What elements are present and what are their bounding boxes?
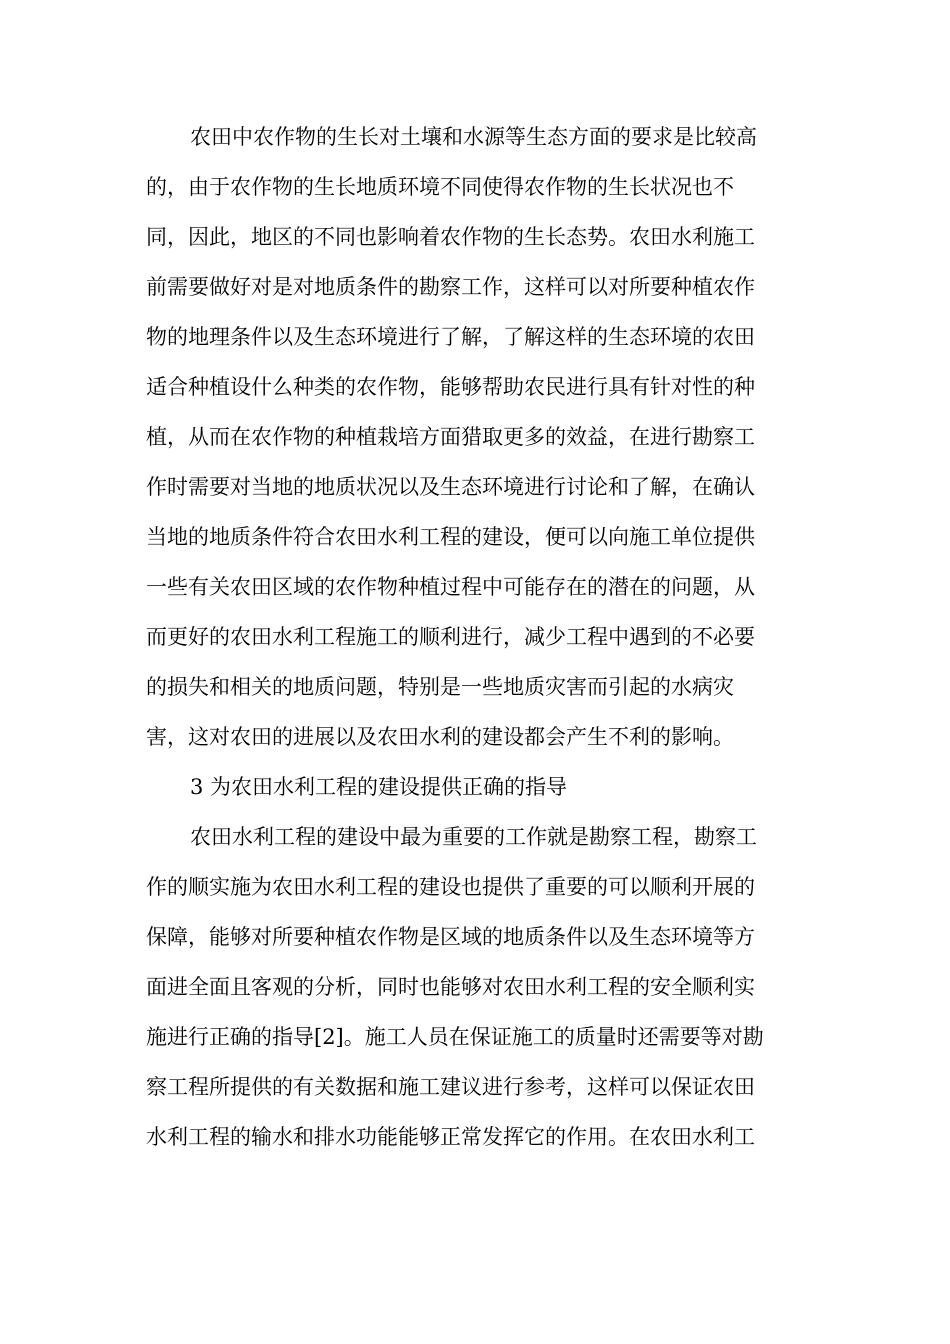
section-heading: 3 为农田水利工程的建设提供正确的指导 — [190, 775, 568, 799]
paragraph-1-line-1: 农田中农作物的生长对土壤和水源等生态方面的要求是比较高 — [190, 125, 757, 149]
paragraph-2-line-4: 面进全面且客观的分析，同时也能够对农田水利工程的安全顺利实 — [146, 975, 755, 999]
paragraph-2-line-6: 察工程所提供的有关数据和施工建议进行参考，这样可以保证农田 — [146, 1075, 755, 1099]
paragraph-1-line-5: 物的地理条件以及生态环境进行了解，了解这样的生态环境的农田 — [146, 325, 755, 349]
paragraph-1-line-6: 适合种植设什么种类的农作物，能够帮助农民进行具有针对性的种 — [146, 375, 755, 399]
paragraph-2-line-7: 水利工程的输水和排水功能能够正常发挥它的作用。在农田水利工 — [146, 1125, 755, 1149]
paragraph-1-line-4: 前需要做好对是对地质条件的勘察工作，这样可以对所要种植农作 — [146, 275, 755, 299]
paragraph-2-line-3: 保障，能够对所要种植农作物是区域的地质条件以及生态环境等方 — [146, 925, 755, 949]
paragraph-1-line-9: 当地的地质条件符合农田水利工程的建设，便可以向施工单位提供 — [146, 525, 755, 549]
paragraph-1-line-13: 害，这对农田的进展以及农田水利的建设都会产生不利的影响。 — [146, 725, 734, 749]
paragraph-2-line-1: 农田水利工程的建设中最为重要的工作就是勘察工程，勘察工 — [190, 825, 757, 849]
paragraph-1-line-2: 的，由于农作物的生长地质环境不同使得农作物的生长状况也不 — [146, 175, 734, 199]
paragraph-1-line-10: 一些有关农田区域的农作物种植过程中可能存在的潜在的问题，从 — [146, 575, 755, 599]
paragraph-1-line-12: 的损失和相关的地质问题，特别是一些地质灾害而引起的水病灾 — [146, 675, 734, 699]
paragraph-1-line-8: 作时需要对当地的地质状况以及生态环境进行讨论和了解，在确认 — [146, 475, 755, 499]
paragraph-1-line-7: 植，从而在农作物的种植栽培方面猎取更多的效益，在进行勘察工 — [146, 425, 755, 449]
paragraph-2-line-2: 作的顺实施为农田水利工程的建设也提供了重要的可以顺利开展的 — [146, 875, 755, 899]
paragraph-2-line-5: 施进行正确的指导[2]。施工人员在保证施工的质量时还需要等对勘 — [146, 1025, 764, 1049]
paragraph-1-line-11: 而更好的农田水利工程施工的顺利进行，减少工程中遇到的不必要 — [146, 625, 755, 649]
paragraph-1-line-3: 同，因此，地区的不同也影响着农作物的生长态势。农田水利施工 — [146, 225, 755, 249]
